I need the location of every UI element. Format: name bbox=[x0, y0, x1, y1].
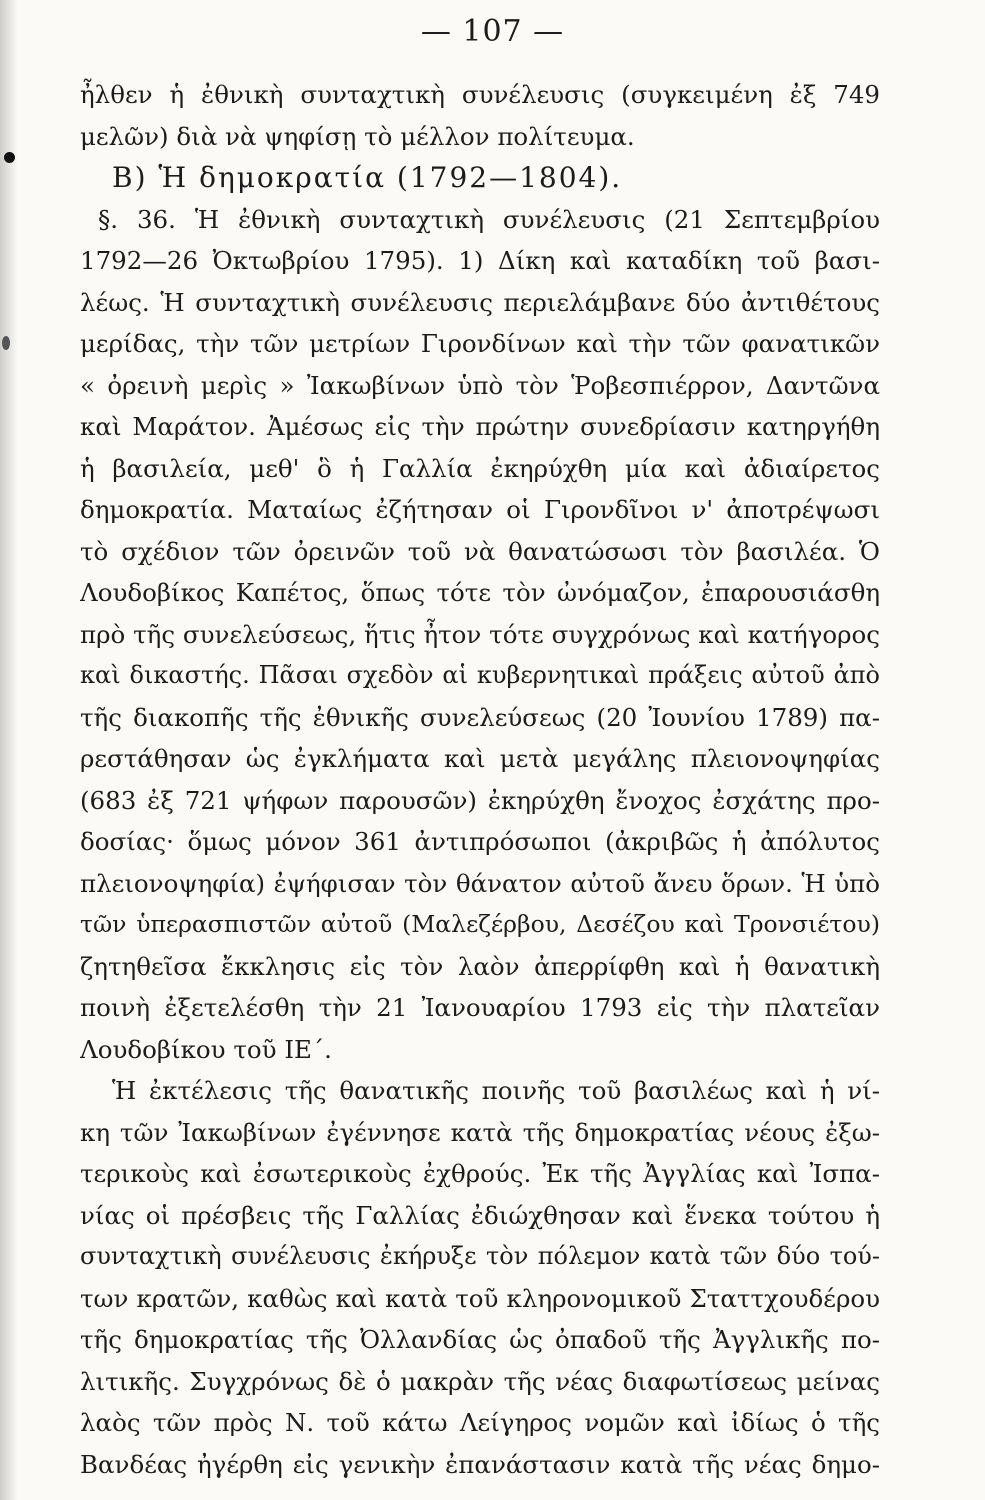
text-line: κη τῶν Ἰακωβίνων ἐγέννησε κατὰ τῆς δημοκρατίας νέους ἐξω- bbox=[80, 1117, 880, 1147]
text-line: λέως. Ἡ συνταχτικὴ συνέλευσις περιελάμβανε δύο ἀντιθέτους bbox=[80, 287, 880, 317]
text-line: ζητηθεῖσα ἔκκλησις εἰς τὸν λαὸν ἀπερρίφθη καὶ ἡ θανατικὴ bbox=[80, 951, 880, 981]
text-line: δημοκρατία. Ματαίως ἐζήτησαν οἱ Γιρονδῖνοι ν' ἀποτρέψωσι bbox=[80, 495, 880, 524]
text-line: « ὀρεινὴ μερὶς » Ἰακωβίνων ὑπὸ τὸν Ῥοβεσπιέρρον, Δαντῶνα bbox=[80, 370, 880, 400]
text-line: (683 ἐξ 721 ψήφων παρουσῶν) ἐκηρύχθη ἔνοχος ἐσχάτης προ- bbox=[80, 785, 880, 815]
text-line: λαὸς τῶν πρὸς Ν. τοῦ κάτω Λείγηρος νομῶν καὶ ἰδίως ὁ τῆς bbox=[80, 1408, 880, 1437]
text-line: δοσίας· ὅμως μόνον 361 ἀντιπρόσωποι (ἀκριβῶς ἡ ἀπόλυτος bbox=[80, 827, 880, 856]
section-heading: B) Ἡ δημοκρατία (1792—1804). bbox=[112, 161, 623, 194]
margin-ink-dot bbox=[4, 152, 15, 163]
text-line: τῶν ὑπερασπιστῶν αὐτοῦ (Μαλεζέρβου, Δεσέζου καὶ Τρονσιέτου) bbox=[80, 910, 880, 938]
text-line: Λουδοβίκος Καπέτος, ὅπως τότε τὸν ὠνόμαζον, ἐπαρουσιάσθη bbox=[80, 578, 880, 607]
text-line: ἡ βασιλεία, μεθ' ὃ ἡ Γαλλία ἐκηρύχθη μία καὶ ἀδιαίρετος bbox=[80, 453, 880, 483]
text-line: νίας οἱ πρέσβεις τῆς Γαλλίας ἐδιώχθησαν καὶ ἕνεκα τούτου ἡ bbox=[80, 1200, 880, 1230]
paragraph-start-line: Ἡ ἐκτέλεσις τῆς θανατικῆς ποινῆς τοῦ βασιλέως καὶ ἡ νί- bbox=[112, 1076, 880, 1105]
page-number: — 107 — bbox=[420, 14, 565, 49]
text-line: καὶ δικαστής. Πᾶσαι σχεδὸν αἱ κυβερνητικαὶ πράξεις αὐτοῦ ἀπὸ bbox=[80, 661, 880, 689]
text-line: πλειονοψηφία) ἐψήφισαν τὸν θάνατον αὐτοῦ ἄνευ ὅρων. Ἡ ὑπὸ bbox=[80, 868, 880, 898]
paragraph-start-line: §. 36. Ἡ ἐθνικὴ συνταχτικὴ συνέλευσις (21 Σεπτεμβρίου bbox=[98, 204, 880, 234]
body-text bbox=[80, 74, 880, 1485]
text-line: ρεστάθησαν ὡς ἐγκλήματα καὶ μετὰ μεγάλης πλειονοψηφίας bbox=[80, 744, 880, 773]
text-line: ἦλθεν ἡ ἐθνικὴ συνταχτικὴ συνέλευσις (συγκειμένη ἐξ 749 bbox=[80, 80, 880, 109]
text-line: πρὸ τῆς συνελεύσεως, ἥτις ἦτον τότε συγχρόνως καὶ κατήγορος bbox=[80, 619, 880, 649]
text-line: τερικοὺς καὶ ἐσωτερικοὺς ἐχθρούς. Ἐκ τῆς Ἀγγλίας καὶ Ἰσπα- bbox=[80, 1159, 880, 1188]
text-line: μελῶν) διὰ νὰ ψηφίσῃ τὸ μέλλον πολίτευμα. bbox=[80, 121, 635, 151]
text-line: Βανδέας ἠγέρθη εἰς γενικὴν ἐπανάστασιν κατὰ τῆς νέας δημο- bbox=[80, 1449, 880, 1479]
page-edge-shadow bbox=[0, 0, 18, 1500]
text-line: των κρατῶν, καθὼς καὶ κατὰ τοῦ κληρονομικοῦ Σταττχουδέρου bbox=[80, 1283, 880, 1313]
text-line: τῆς δημοκρατίας τῆς Ὀλλανδίας ὡς ὀπαδοῦ τῆς Ἀγγλικῆς πο- bbox=[80, 1325, 880, 1354]
text-line: καὶ Μαράτον. Ἀμέσως εἰς τὴν πρώτην συνεδρίασιν κατηργήθη bbox=[80, 412, 880, 441]
text-line: Λουδοβίκου τοῦ ΙΕ΄. bbox=[80, 1034, 332, 1064]
text-line: ποινὴ ἐξετελέσθη τὴν 21 Ἰανουαρίου 1793 εἰς τὴν πλατεῖαν bbox=[80, 993, 880, 1022]
text-line: μερίδας, τὴν τῶν μετρίων Γιρονδίνων καὶ τὴν τῶν φανατικῶν bbox=[80, 329, 880, 358]
text-line: τῆς διακοπῆς τῆς ἐθνικῆς συνελεύσεως (20 Ἰουνίου 1789) πα- bbox=[80, 702, 880, 732]
text-line: τὸ σχέδιον τῶν ὀρεινῶν τοῦ νὰ θανατώσωσι τὸν βασιλέα. Ὁ bbox=[80, 536, 880, 566]
text-line: συνταχτικὴ συνέλευσις ἐκήρυξε τὸν πόλεμον κατὰ τῶν δύο τού- bbox=[80, 1242, 880, 1270]
text-line: λιτικῆς. Συγχρόνως δὲ ὁ μακρὰν τῆς νέας διαφωτίσεως μείνας bbox=[80, 1366, 880, 1396]
margin-ink-blot bbox=[2, 336, 10, 350]
text-line: 1792—26 Ὀκτωβρίου 1795). 1) Δίκη καὶ καταδίκη τοῦ βασι- bbox=[80, 246, 880, 275]
